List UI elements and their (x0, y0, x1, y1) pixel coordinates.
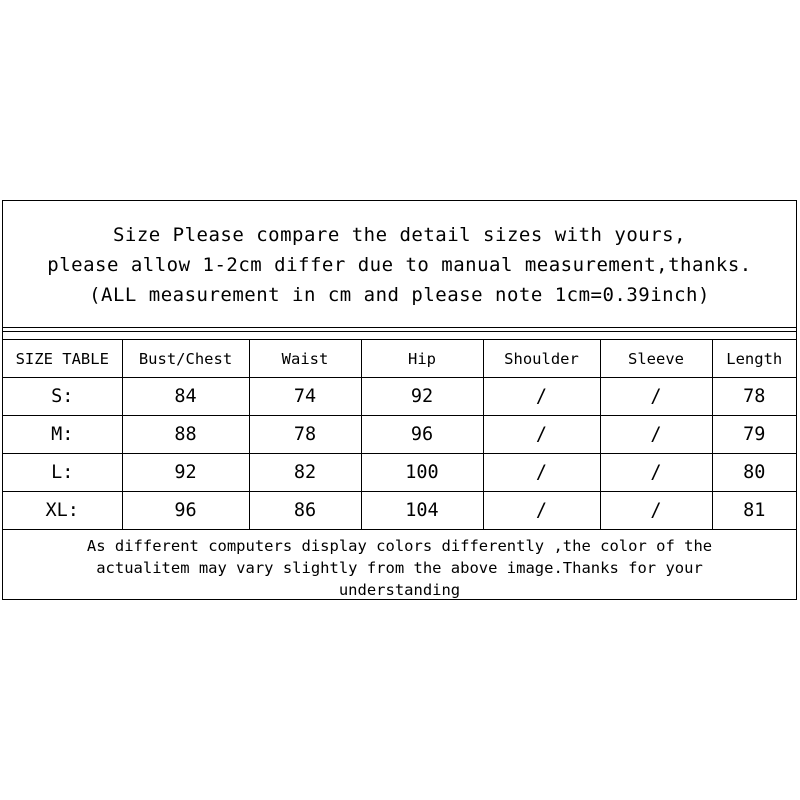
disclaimer-line-1: As different computers display colors differently ,the color of the (86, 537, 713, 555)
column-header-shoulder: Shoulder (483, 340, 600, 378)
hip-cell: 100 (361, 454, 483, 492)
size-cell: M: (3, 416, 122, 454)
table-row (3, 492, 796, 530)
size-cell: XL: (3, 492, 122, 530)
bust-cell: 92 (122, 454, 249, 492)
sleeve-cell: / (600, 416, 712, 454)
hip-cell: 92 (361, 378, 483, 416)
size-table (3, 339, 796, 530)
column-header-hip: Hip (361, 340, 483, 378)
waist-cell: 74 (249, 378, 361, 416)
length-cell: 81 (712, 492, 796, 530)
sleeve-cell: / (600, 378, 712, 416)
shoulder-cell: / (483, 492, 600, 530)
waist-cell: 78 (249, 416, 361, 454)
waist-cell: 86 (249, 492, 361, 530)
column-header-length: Length (712, 340, 796, 378)
shoulder-cell: / (483, 378, 600, 416)
divider (3, 331, 796, 332)
waist-cell: 82 (249, 454, 361, 492)
column-header-bust: Bust/Chest (122, 340, 249, 378)
disclaimer-line-2: actualitem may vary slightly from the above image.Thanks for your (96, 559, 703, 577)
size-chart (2, 200, 797, 600)
size-cell: S: (3, 378, 122, 416)
hip-cell: 96 (361, 416, 483, 454)
column-header-sleeve: Sleeve (600, 340, 712, 378)
sleeve-cell: / (600, 454, 712, 492)
header-line-3: (ALL measurement in cm and please note 1cm=0.39inch) (89, 284, 710, 306)
hip-cell: 104 (361, 492, 483, 530)
bust-cell: 84 (122, 378, 249, 416)
sleeve-cell: / (600, 492, 712, 530)
shoulder-cell: / (483, 454, 600, 492)
disclaimer-line-3: understanding (338, 581, 461, 599)
column-header-size: SIZE TABLE (3, 340, 122, 378)
divider (3, 327, 796, 328)
size-cell: L: (3, 454, 122, 492)
length-cell: 79 (712, 416, 796, 454)
size-chart-header (3, 201, 796, 327)
bust-cell: 88 (122, 416, 249, 454)
shoulder-cell: / (483, 416, 600, 454)
bust-cell: 96 (122, 492, 249, 530)
color-disclaimer (3, 535, 796, 601)
table-header-row (3, 340, 796, 378)
length-cell: 80 (712, 454, 796, 492)
table-row (3, 416, 796, 454)
table-row (3, 454, 796, 492)
table-row (3, 378, 796, 416)
column-header-waist: Waist (249, 340, 361, 378)
header-line-1: Size Please compare the detail sizes with yours, (112, 224, 687, 246)
length-cell: 78 (712, 378, 796, 416)
header-line-2: please allow 1-2cm differ due to manual measurement,thanks. (47, 254, 752, 276)
